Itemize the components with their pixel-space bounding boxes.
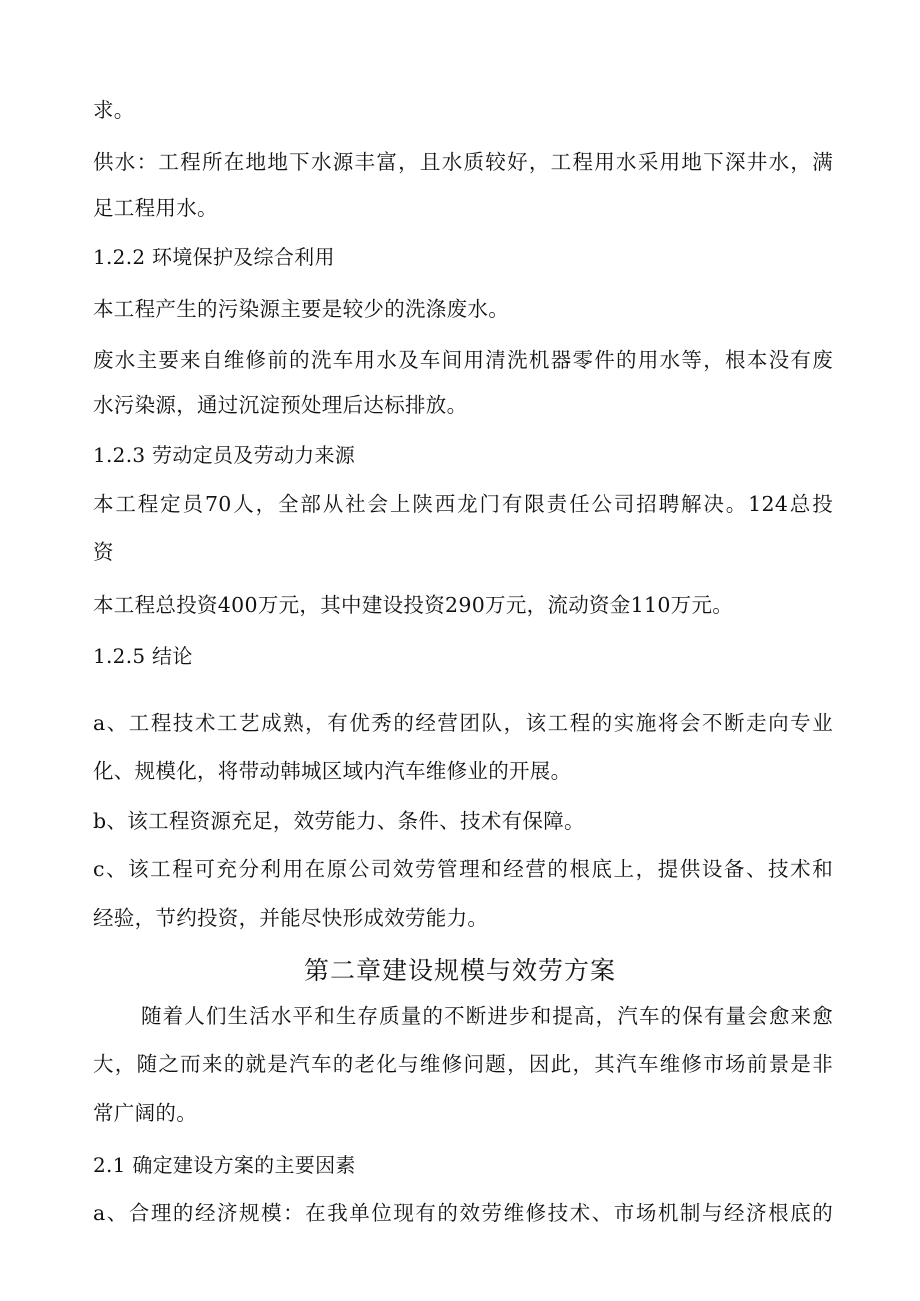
text-line: 水污染源，通过沉淀预处理后达标排放。	[93, 393, 468, 417]
text-line: 资	[93, 540, 114, 564]
text-line: 足工程用水。	[93, 196, 218, 220]
text-line: 废水主要来自维修前的洗车用水及车间用清洗机器零件的用水等，根本没有废	[93, 348, 833, 372]
text-line: 供水：工程所在地地下水源丰富，且水质较好，工程用水采用地下深井水，满	[93, 150, 833, 174]
text-line: 常广阔的。	[93, 1101, 197, 1125]
text-line: 化、规模化，将带动韩城区域内汽车维修业的开展。	[93, 759, 572, 783]
section-heading: 1.2.5 结论	[93, 644, 193, 668]
text-line: a、工程技术工艺成熟，有优秀的经营团队，该工程的实施将会不断走向专业	[93, 711, 833, 735]
text-line: 本工程总投资400万元，其中建设投资290万元，流动资金110万元。	[93, 593, 734, 617]
text-line: a、合理的经济规模：在我单位现有的效劳维修技术、市场机制与经济根底的	[93, 1201, 833, 1225]
text-line: 本工程定员70人，全部从社会上陕西龙门有限责任公司招聘解决。124总投	[93, 492, 833, 516]
text-line: c、该工程可充分利用在原公司效劳管理和经营的根底上，提供设备、技术和	[93, 857, 833, 881]
text-line: 随着人们生活水平和生存质量的不断进步和提高，汽车的保有量会愈来愈	[141, 1004, 833, 1028]
text-line: 经验，节约投资，并能尽快形成效劳能力。	[93, 906, 489, 930]
text-line: 求。	[93, 98, 135, 122]
text-line: 大，随之而来的就是汽车的老化与维修问题，因此，其汽车维修市场前景是非	[93, 1052, 833, 1076]
section-heading: 1.2.3 劳动定员及劳动力来源	[93, 443, 356, 467]
text-line: 本工程产生的污染源主要是较少的洗涤废水。	[93, 297, 509, 321]
chapter-title: 第二章建设规模与效劳方案	[303, 956, 616, 985]
section-heading: 2.1 确定建设方案的主要因素	[93, 1153, 356, 1177]
section-heading: 1.2.2 环境保护及综合利用	[93, 245, 335, 269]
text-line: b、该工程资源充足，效劳能力、条件、技术有保障。	[93, 809, 585, 833]
